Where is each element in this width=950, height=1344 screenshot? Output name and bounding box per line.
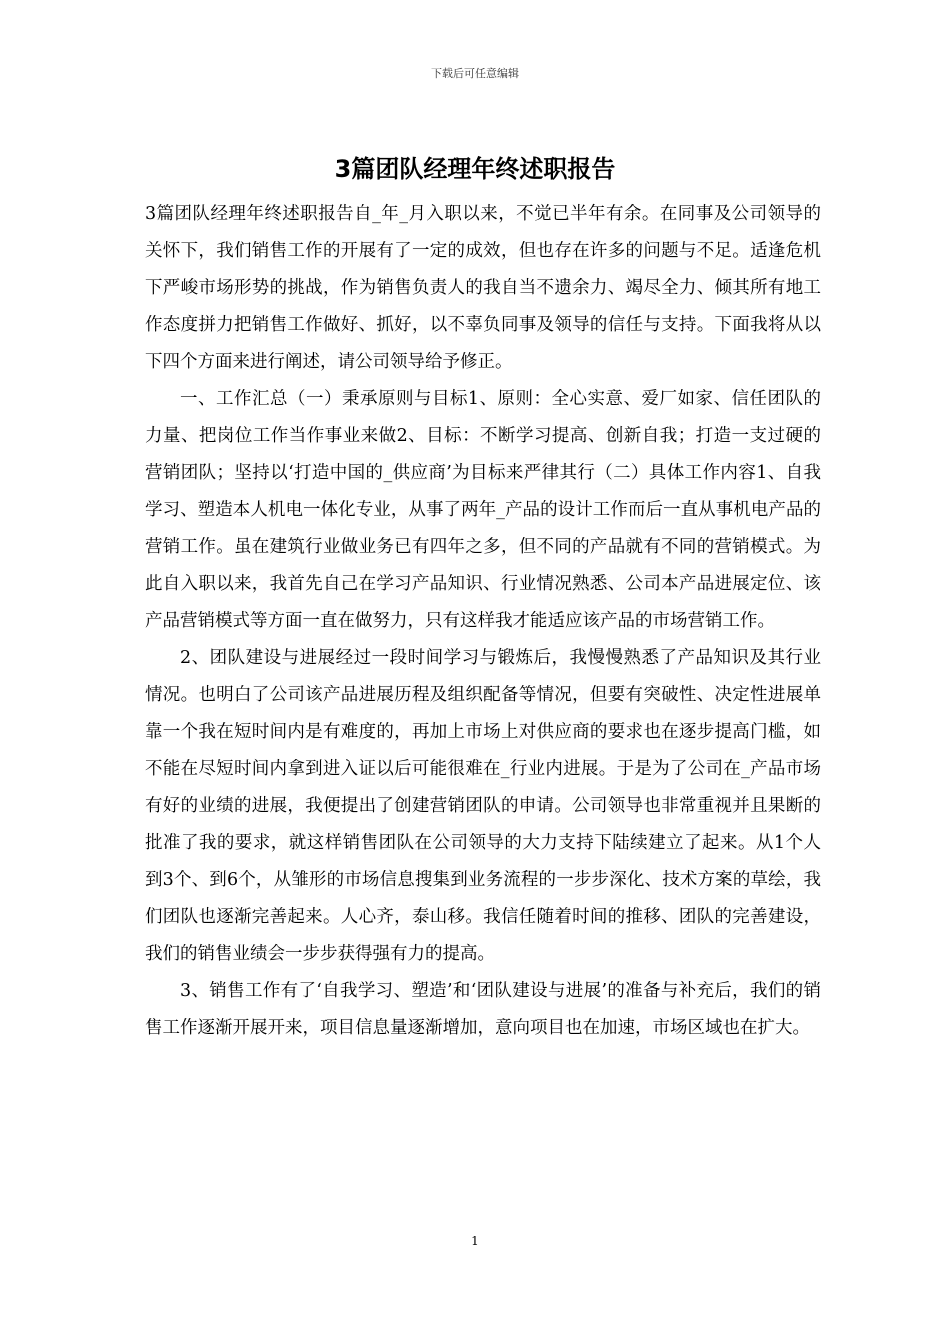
document-body: [145, 196, 821, 1047]
paragraph-team-building: 2、团队建设与进展经过一段时间学习与锻炼后，我慢慢熟悉了产品知识及其行业情况。也明白了公司该产品进展历程及组织配备等情况，但要有突破性、决定性进展单靠一个我在短时间内是有难度的，再加上市场上对供应商的要求也在逐步提高门槛，如不能在尽短时间内拿到进入证以后可能很难在_行业内进展。于是为了公司在_产品市场有好的业绩的进展，我便提出了创建营销团队的申请。公司领导也非常重视并且果断的批准了我的要求，就这样销售团队在公司领导的大力支持下陆续建立了起来。从1个人到3个、到6个，从雏形的市场信息搜集到业务流程的一步步深化、技术方案的草绘，我们团队也逐渐完善起来。人心齐，泰山移。我信任随着时间的推移、团队的完善建设，我们的销售业绩会一步步获得强有力的提高。: [145, 648, 821, 964]
document-title: 3篇团队经理年终述职报告: [334, 155, 616, 183]
paragraph-work-summary: 一、工作汇总（一）秉承原则与目标1、原则：全心实意、爱厂如家、信任团队的力量、把岗位工作当作事业来做2、目标：不断学习提高、创新自我；打造一支过硬的营销团队；坚持以‘打造中国的_供应商’为目标来严律其行（二）具体工作内容1、自我学习、塑造本人机电一体化专业，从事了两年_产品的设计工作而后一直从事机电产品的营销工作。虽在建筑行业做业务已有四年之多，但不同的产品就有不同的营销模式。为此自入职以来，我首先自己在学习产品知识、行业情况熟悉、公司本产品进展定位、该产品营销模式等方面一直在做努力，只有这样我才能适应该产品的市场营销工作。: [145, 389, 821, 631]
paragraph-intro: 3篇团队经理年终述职报告自_年_月入职以来，不觉已半年有余。在同事及公司领导的关怀下，我们销售工作的开展有了一定的成效，但也存在许多的问题与不足。适逢危机下严峻市场形势的挑战，作为销售负责人的我自当不遗余力、竭尽全力、倾其所有地工作态度拼力把销售工作做好、抓好，以不辜负同事及领导的信任与支持。下面我将从以下四个方面来进行阐述，请公司领导给予修正。: [145, 204, 821, 372]
page-number: 1: [471, 1234, 479, 1248]
paragraph-sales-work: 3、销售工作有了‘自我学习、塑造’和‘团队建设与进展’的准备与补充后，我们的销售工作逐渐开展开来，项目信息量逐渐增加，意向项目也在加速，市场区域也在扩大。: [145, 981, 821, 1038]
header-note: 下载后可任意编辑: [431, 67, 519, 80]
